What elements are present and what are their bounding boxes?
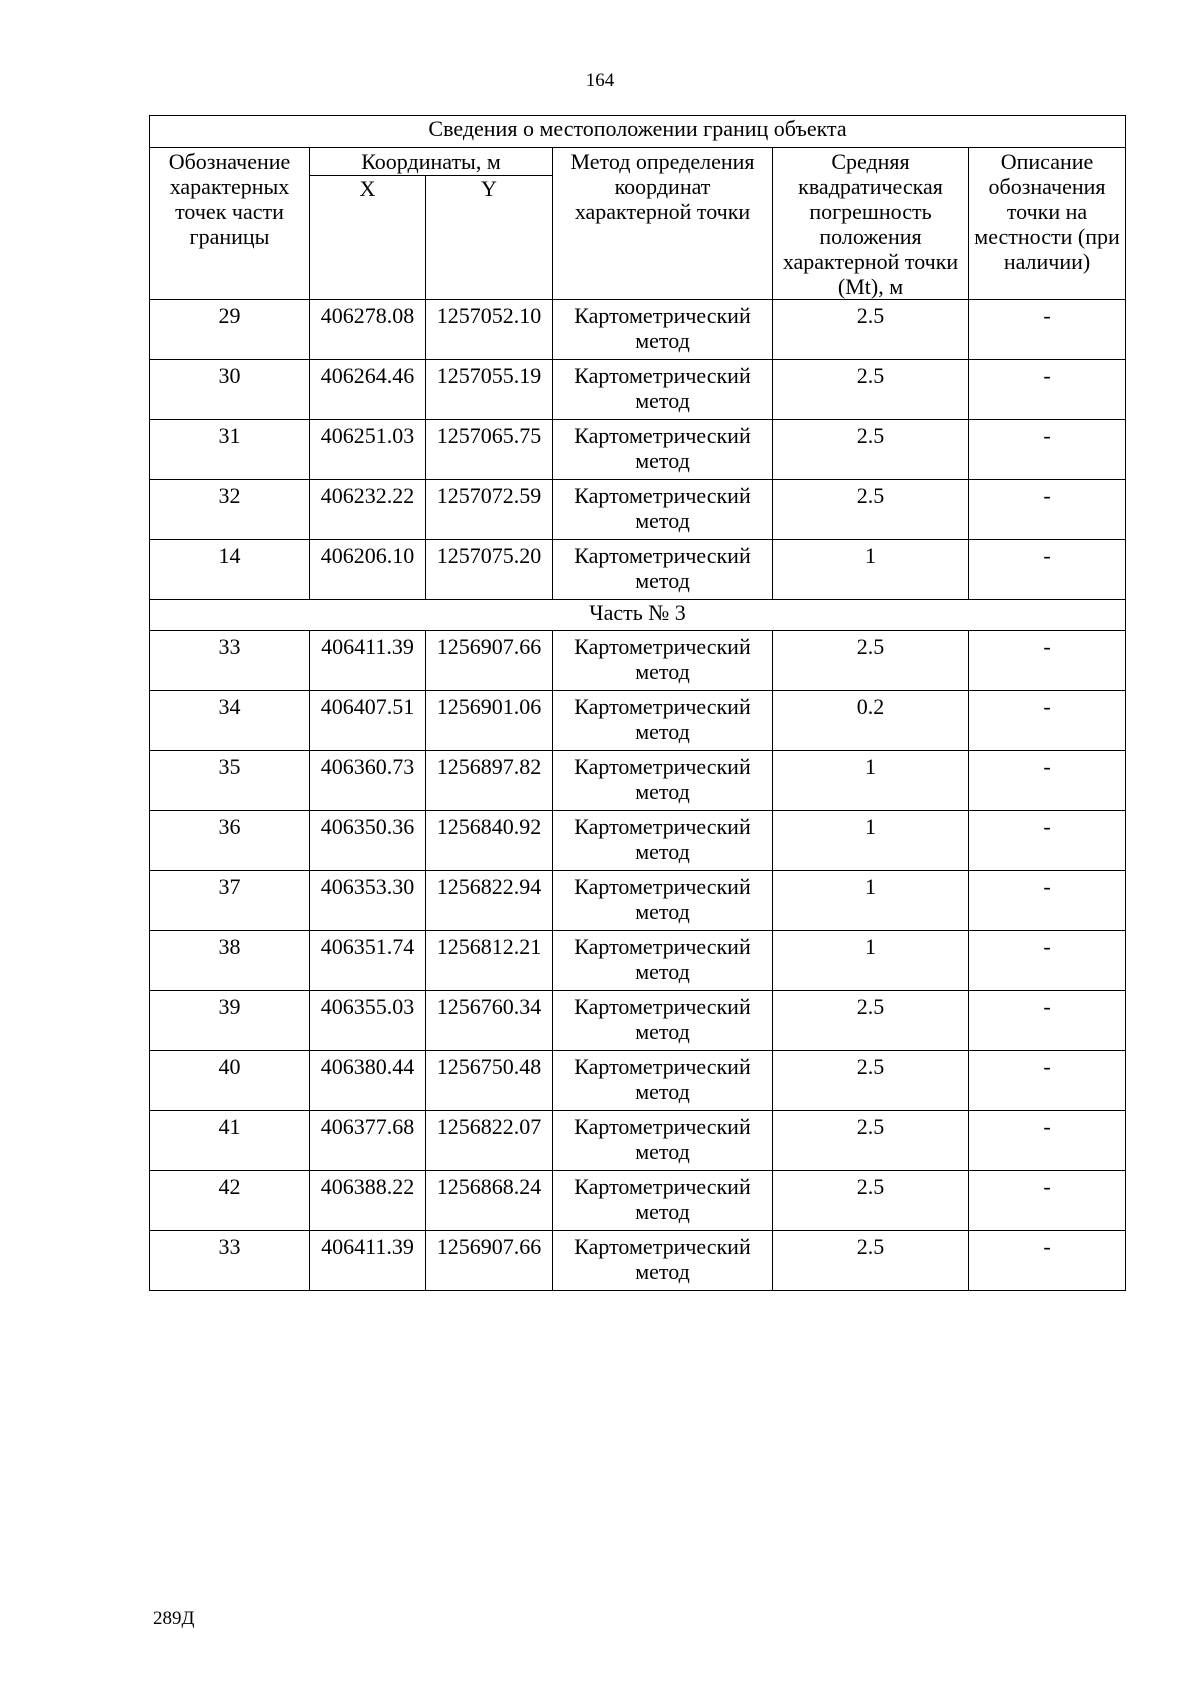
point-cell: 32 — [150, 480, 310, 540]
x-cell: 406377.68 — [310, 1111, 426, 1171]
error-cell: 2.5 — [773, 631, 969, 691]
header-x: X — [310, 176, 426, 300]
table-row — [150, 360, 1126, 420]
table-row — [150, 811, 1126, 871]
y-cell: 1256812.21 — [426, 931, 553, 991]
description-cell: - — [969, 751, 1126, 811]
table-row — [150, 691, 1126, 751]
point-cell: 39 — [150, 991, 310, 1051]
page-number: 164 — [585, 70, 615, 91]
header-error: Средняя квадратическая погрешность положения характерной точки (Mt), м — [773, 148, 969, 300]
x-cell: 406206.10 — [310, 540, 426, 600]
x-cell: 406407.51 — [310, 691, 426, 751]
error-cell: 2.5 — [773, 420, 969, 480]
table-row — [150, 1231, 1126, 1291]
y-cell: 1256897.82 — [426, 751, 553, 811]
part-label: Часть № 3 — [150, 600, 1126, 631]
method-cell: Картометрический метод — [553, 480, 773, 540]
y-cell: 1256907.66 — [426, 1231, 553, 1291]
point-cell: 34 — [150, 691, 310, 751]
description-cell: - — [969, 480, 1126, 540]
header-description: Описание обозначения точки на местности (при наличии) — [969, 148, 1126, 300]
document-code: 289Д — [153, 1608, 195, 1629]
y-cell: 1257055.19 — [426, 360, 553, 420]
method-cell: Картометрический метод — [553, 1231, 773, 1291]
description-cell: - — [969, 631, 1126, 691]
description-cell: - — [969, 931, 1126, 991]
table-row — [150, 300, 1126, 360]
header-method: Метод определения координат характерной точки — [553, 148, 773, 300]
error-cell: 1 — [773, 751, 969, 811]
point-cell: 36 — [150, 811, 310, 871]
y-cell: 1256822.07 — [426, 1111, 553, 1171]
error-cell: 2.5 — [773, 1111, 969, 1171]
method-cell: Картометрический метод — [553, 811, 773, 871]
x-cell: 406264.46 — [310, 360, 426, 420]
y-cell: 1257075.20 — [426, 540, 553, 600]
y-cell: 1256868.24 — [426, 1171, 553, 1231]
table-row — [150, 1111, 1126, 1171]
description-cell: - — [969, 1231, 1126, 1291]
x-cell: 406380.44 — [310, 1051, 426, 1111]
description-cell: - — [969, 871, 1126, 931]
x-cell: 406411.39 — [310, 1231, 426, 1291]
error-cell: 2.5 — [773, 1231, 969, 1291]
point-cell: 33 — [150, 1231, 310, 1291]
method-cell: Картометрический метод — [553, 540, 773, 600]
boundary-table — [149, 115, 1126, 1291]
point-cell: 41 — [150, 1111, 310, 1171]
description-cell: - — [969, 420, 1126, 480]
table-row — [150, 540, 1126, 600]
description-cell: - — [969, 691, 1126, 751]
method-cell: Картометрический метод — [553, 1171, 773, 1231]
y-cell: 1256822.94 — [426, 871, 553, 931]
method-cell: Картометрический метод — [553, 631, 773, 691]
method-cell: Картометрический метод — [553, 691, 773, 751]
error-cell: 2.5 — [773, 480, 969, 540]
y-cell: 1256840.92 — [426, 811, 553, 871]
header-coordinates: Координаты, м — [310, 148, 553, 176]
x-cell: 406278.08 — [310, 300, 426, 360]
method-cell: Картометрический метод — [553, 1051, 773, 1111]
method-cell: Картометрический метод — [553, 991, 773, 1051]
error-cell: 1 — [773, 931, 969, 991]
point-cell: 30 — [150, 360, 310, 420]
description-cell: - — [969, 991, 1126, 1051]
table-row — [150, 991, 1126, 1051]
point-cell: 33 — [150, 631, 310, 691]
x-cell: 406350.36 — [310, 811, 426, 871]
header-y: Y — [426, 176, 553, 300]
description-cell: - — [969, 360, 1126, 420]
error-cell: 1 — [773, 811, 969, 871]
error-cell: 2.5 — [773, 1171, 969, 1231]
error-cell: 2.5 — [773, 300, 969, 360]
point-cell: 38 — [150, 931, 310, 991]
x-cell: 406232.22 — [310, 480, 426, 540]
method-cell: Картометрический метод — [553, 300, 773, 360]
error-cell: 1 — [773, 871, 969, 931]
table-row — [150, 1171, 1126, 1231]
x-cell: 406355.03 — [310, 991, 426, 1051]
y-cell: 1256901.06 — [426, 691, 553, 751]
error-cell: 2.5 — [773, 1051, 969, 1111]
point-cell: 14 — [150, 540, 310, 600]
method-cell: Картометрический метод — [553, 1111, 773, 1171]
error-cell: 2.5 — [773, 360, 969, 420]
method-cell: Картометрический метод — [553, 931, 773, 991]
x-cell: 406251.03 — [310, 420, 426, 480]
description-cell: - — [969, 1171, 1126, 1231]
part-row — [150, 600, 1126, 631]
x-cell: 406360.73 — [310, 751, 426, 811]
description-cell: - — [969, 1111, 1126, 1171]
point-cell: 40 — [150, 1051, 310, 1111]
method-cell: Картометрический метод — [553, 420, 773, 480]
error-cell: 1 — [773, 540, 969, 600]
method-cell: Картометрический метод — [553, 751, 773, 811]
y-cell: 1257065.75 — [426, 420, 553, 480]
error-cell: 0.2 — [773, 691, 969, 751]
point-cell: 31 — [150, 420, 310, 480]
table-row — [150, 751, 1126, 811]
description-cell: - — [969, 1051, 1126, 1111]
point-cell: 35 — [150, 751, 310, 811]
error-cell: 2.5 — [773, 991, 969, 1051]
point-cell: 42 — [150, 1171, 310, 1231]
x-cell: 406411.39 — [310, 631, 426, 691]
x-cell: 406388.22 — [310, 1171, 426, 1231]
description-cell: - — [969, 300, 1126, 360]
point-cell: 37 — [150, 871, 310, 931]
x-cell: 406351.74 — [310, 931, 426, 991]
y-cell: 1257072.59 — [426, 480, 553, 540]
table-row — [150, 871, 1126, 931]
header-point: Обозначение характерных точек части границы — [150, 148, 310, 300]
table-row — [150, 480, 1126, 540]
description-cell: - — [969, 811, 1126, 871]
y-cell: 1256750.48 — [426, 1051, 553, 1111]
table-row — [150, 631, 1126, 691]
table-row — [150, 931, 1126, 991]
method-cell: Картометрический метод — [553, 871, 773, 931]
table-title: Сведения о местоположении границ объекта — [150, 116, 1126, 148]
y-cell: 1256760.34 — [426, 991, 553, 1051]
table-row — [150, 1051, 1126, 1111]
y-cell: 1256907.66 — [426, 631, 553, 691]
y-cell: 1257052.10 — [426, 300, 553, 360]
table-row — [150, 420, 1126, 480]
description-cell: - — [969, 540, 1126, 600]
x-cell: 406353.30 — [310, 871, 426, 931]
method-cell: Картометрический метод — [553, 360, 773, 420]
point-cell: 29 — [150, 300, 310, 360]
